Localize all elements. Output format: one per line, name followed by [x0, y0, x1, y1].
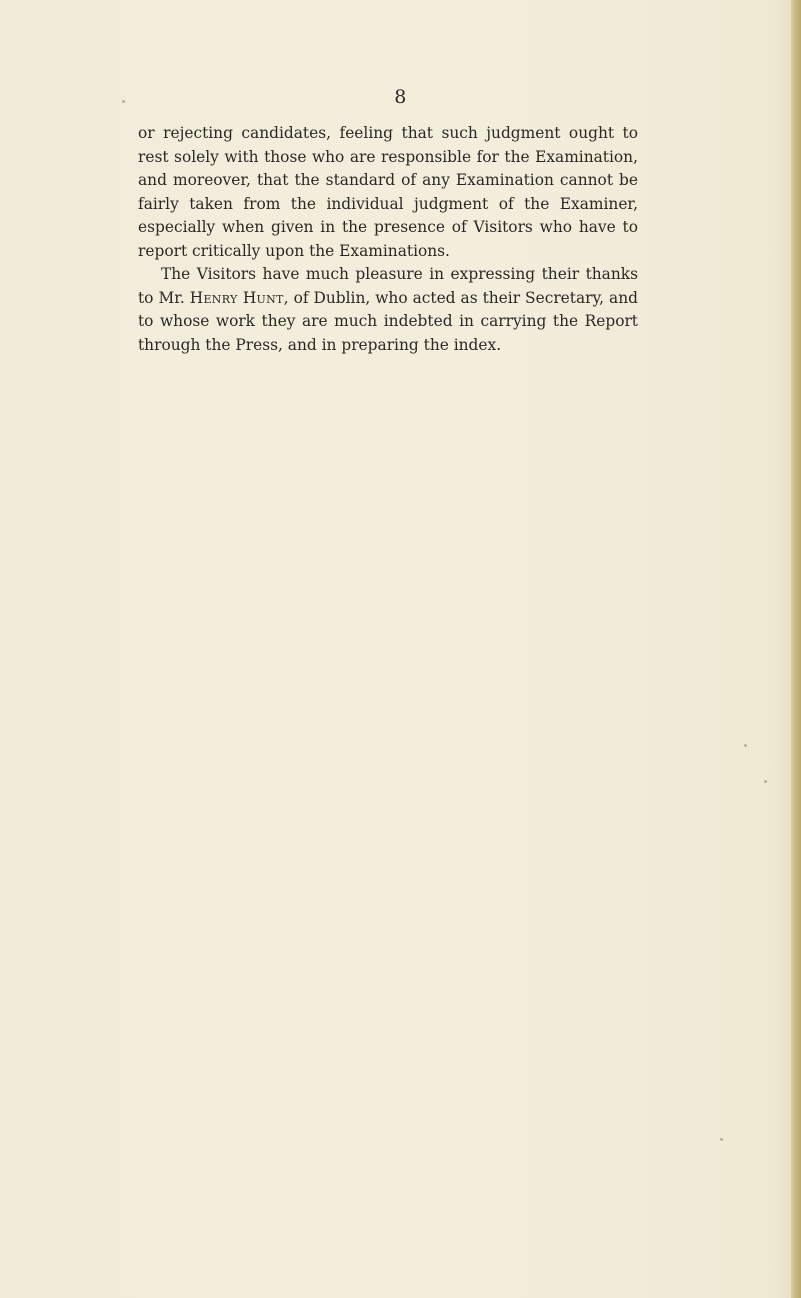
body-text — [138, 122, 638, 357]
page-number: 8 — [394, 86, 407, 108]
paper-speck — [122, 100, 125, 103]
paragraph-2-text-start: The Visitors have much pleasure in expressing their thanks to Mr. — [138, 265, 638, 307]
paragraph-2-text-end: , of Dublin, who acted as their Secretary, and to whose work they are much indebted in carrying the Report through the Press, and in preparing the index. — [138, 288, 638, 354]
secretary-name: Henry Hunt — [189, 288, 284, 307]
paper-speck — [764, 780, 767, 783]
page-edge — [791, 0, 801, 1298]
paper-speck — [744, 744, 747, 747]
paragraph-1: or rejecting candidates, feeling that such judgment ought to rest solely with those who are responsible for the Examination, and moreover, that the standard of any Examination cannot be fairly taken from the individual judgment of the Examiner, especially when given in the presence of Visitors who have to report critically upon the Examinations. — [138, 124, 638, 260]
paper-speck — [720, 1138, 723, 1141]
paragraph-2 — [138, 263, 638, 357]
